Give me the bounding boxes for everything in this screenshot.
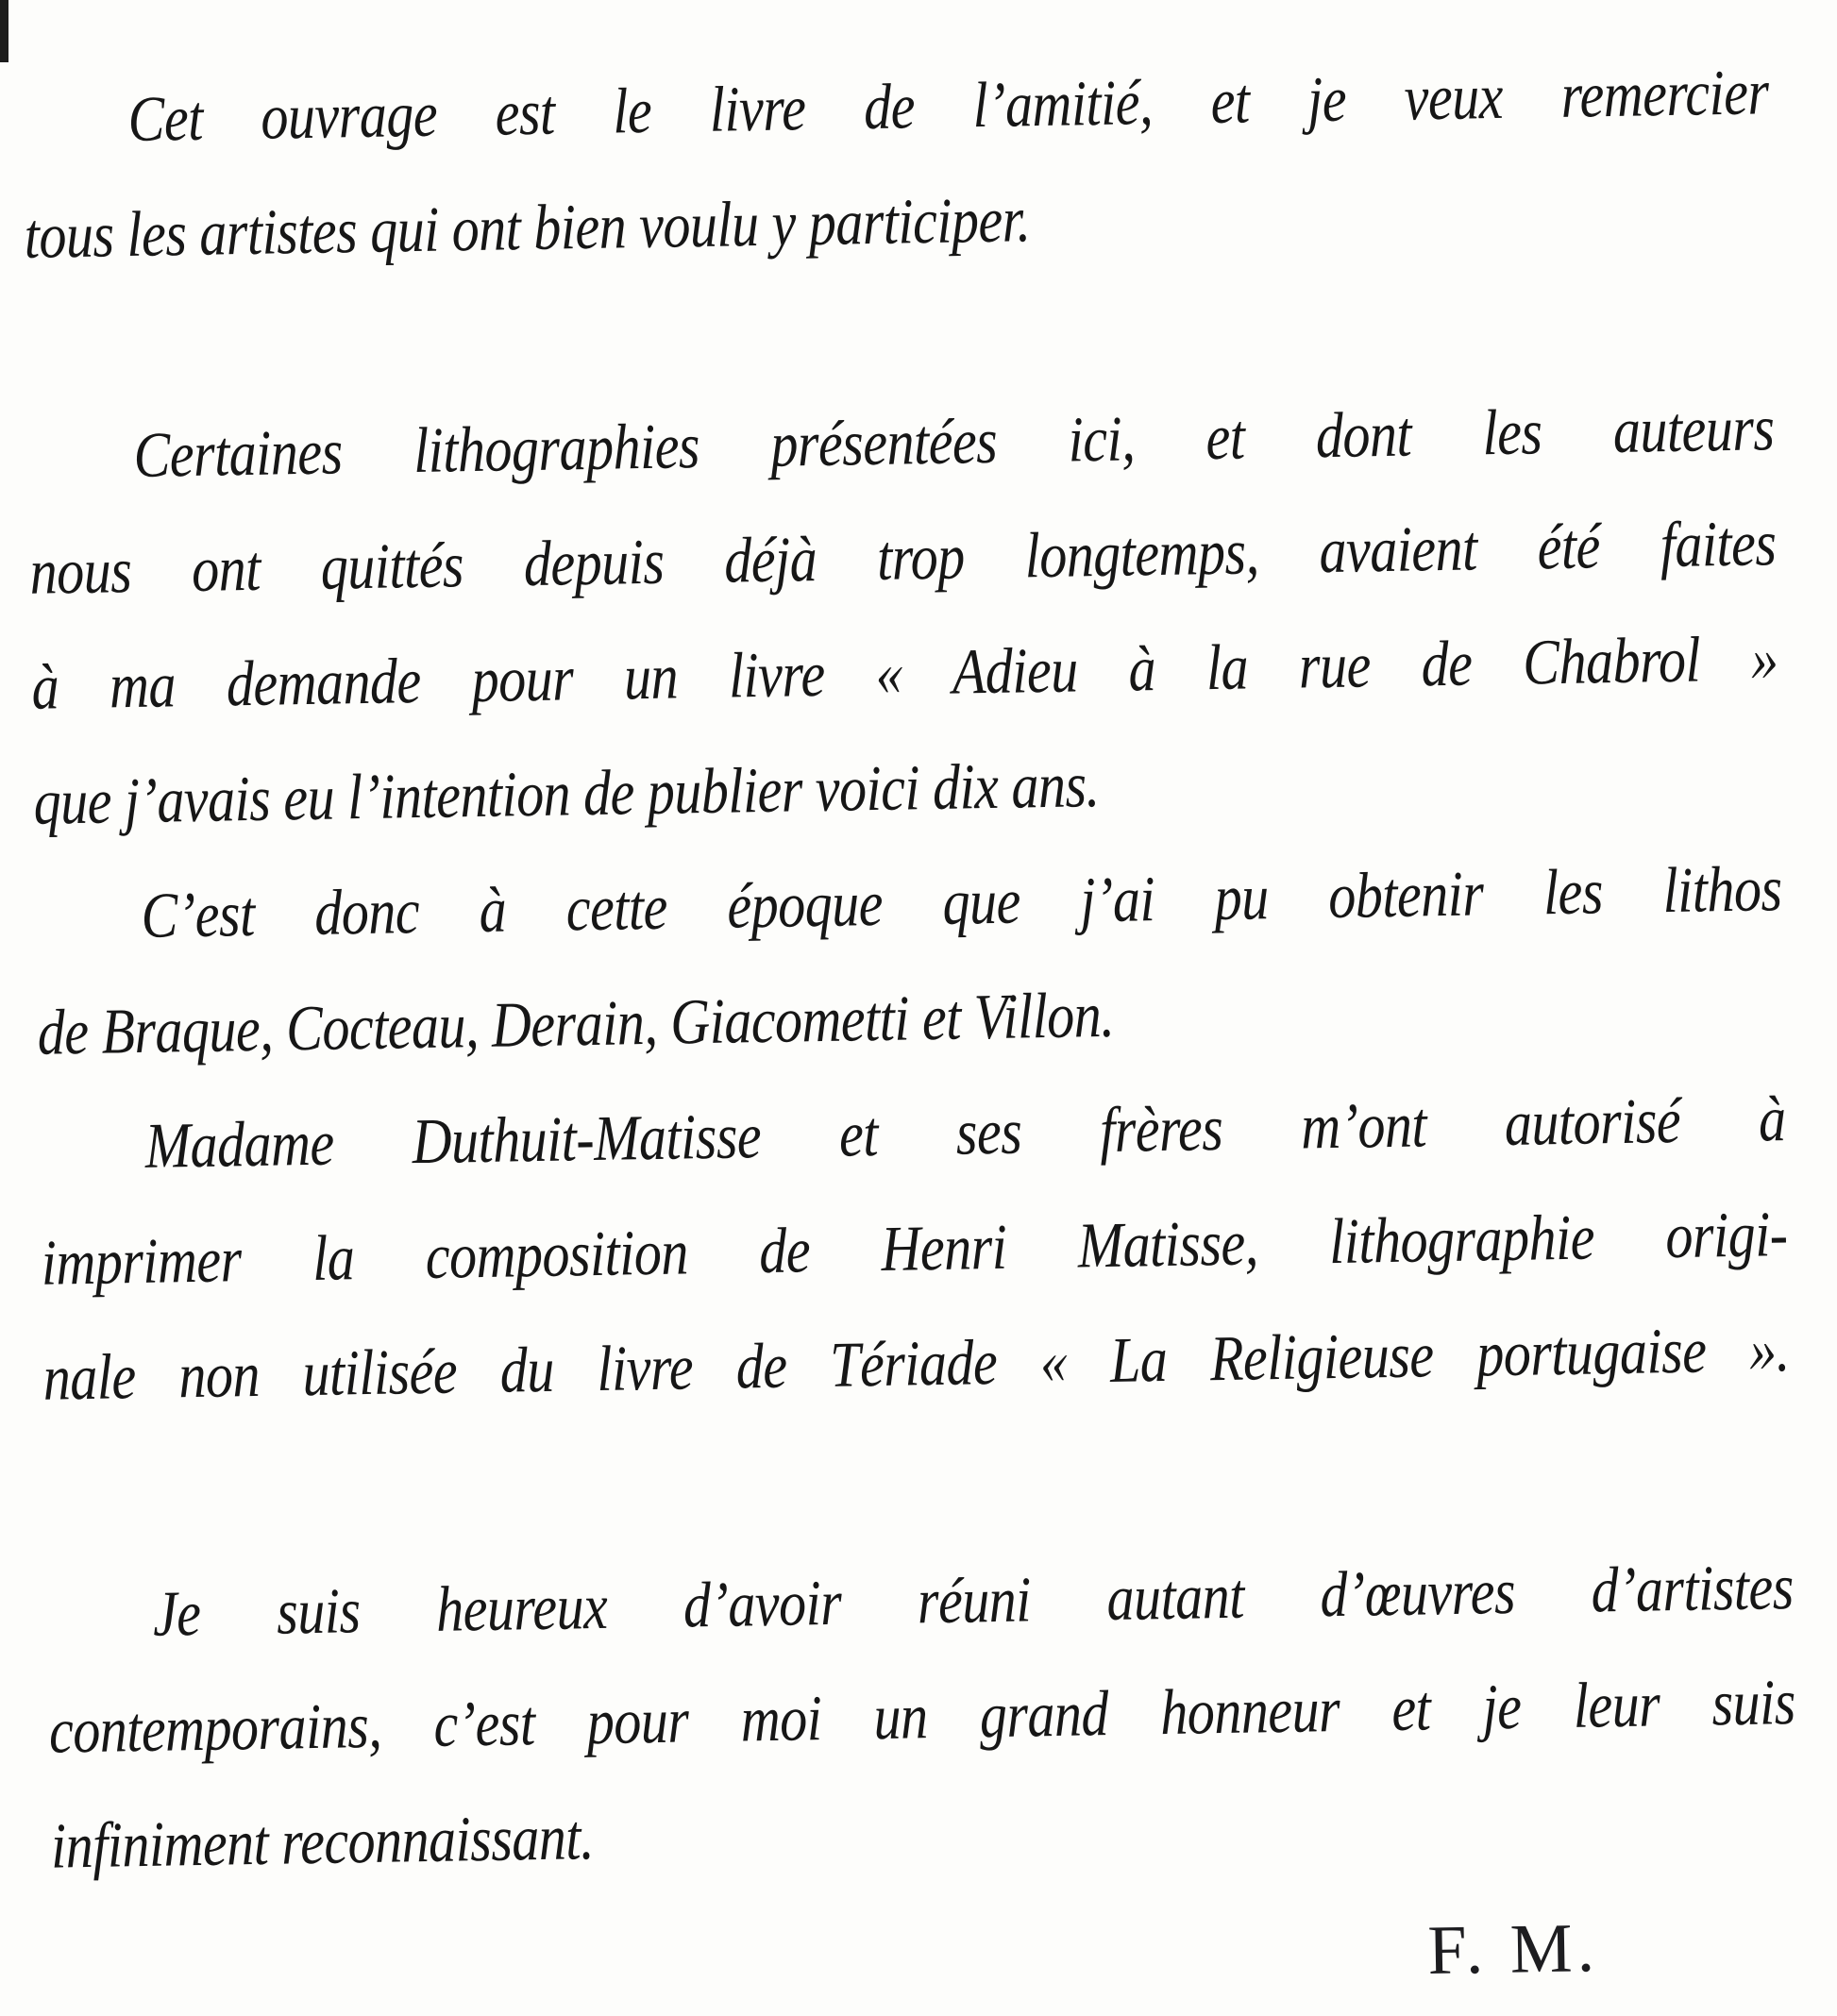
text-line: Certaines lithographies présentées ici, et dont les auteurs bbox=[132, 391, 1775, 492]
text-line: imprimer la composition de Henri Matisse, lithographie origi- bbox=[41, 1197, 1789, 1300]
text-line: que j’avais eu l’intention de publier voici dix ans. bbox=[33, 748, 1101, 839]
paragraph-1 bbox=[22, 35, 1772, 294]
text-line: C’est donc à cette époque que j’ai pu obtenir les lithos bbox=[141, 851, 1783, 952]
scan-edge-artifact bbox=[0, 0, 8, 62]
text-line: à ma demande pour un livre « Adieu à la rue de Chabrol » bbox=[30, 621, 1779, 724]
text-line: infiniment reconnaissant. bbox=[50, 1800, 595, 1882]
text-line: nous ont quittés depuis déjà trop longtemps, avaient été faites bbox=[28, 506, 1777, 609]
text-line: Madame Duthuit-Matisse et ses frères m’ont autorisé à bbox=[144, 1082, 1787, 1183]
text-line: Cet ouvrage est le livre de l’amitié, et je veux remercier bbox=[127, 55, 1770, 156]
signature-initials: F. M. bbox=[1426, 1909, 1600, 1991]
paragraph-4 bbox=[39, 1062, 1791, 1436]
text-line: de Braque, Cocteau, Derain, Giacometti et Villon. bbox=[37, 978, 1115, 1069]
preface-text bbox=[22, 35, 1800, 2016]
paragraph-2 bbox=[27, 371, 1781, 861]
paragraph-5 bbox=[46, 1530, 1798, 1905]
text-line: Je suis heureux d’avoir réuni autant d’œuvres d’artistes bbox=[152, 1550, 1795, 1651]
text-line: nale non utilisée du livre de Tériade « La Religieuse portugaise ». bbox=[42, 1312, 1791, 1415]
text-line: tous les artistes qui ont bien voulu y participer. bbox=[24, 182, 1031, 273]
text-line: contemporains, c’est pour moi un grand honneur et je leur suis bbox=[48, 1665, 1796, 1767]
paragraph-3 bbox=[35, 832, 1785, 1091]
